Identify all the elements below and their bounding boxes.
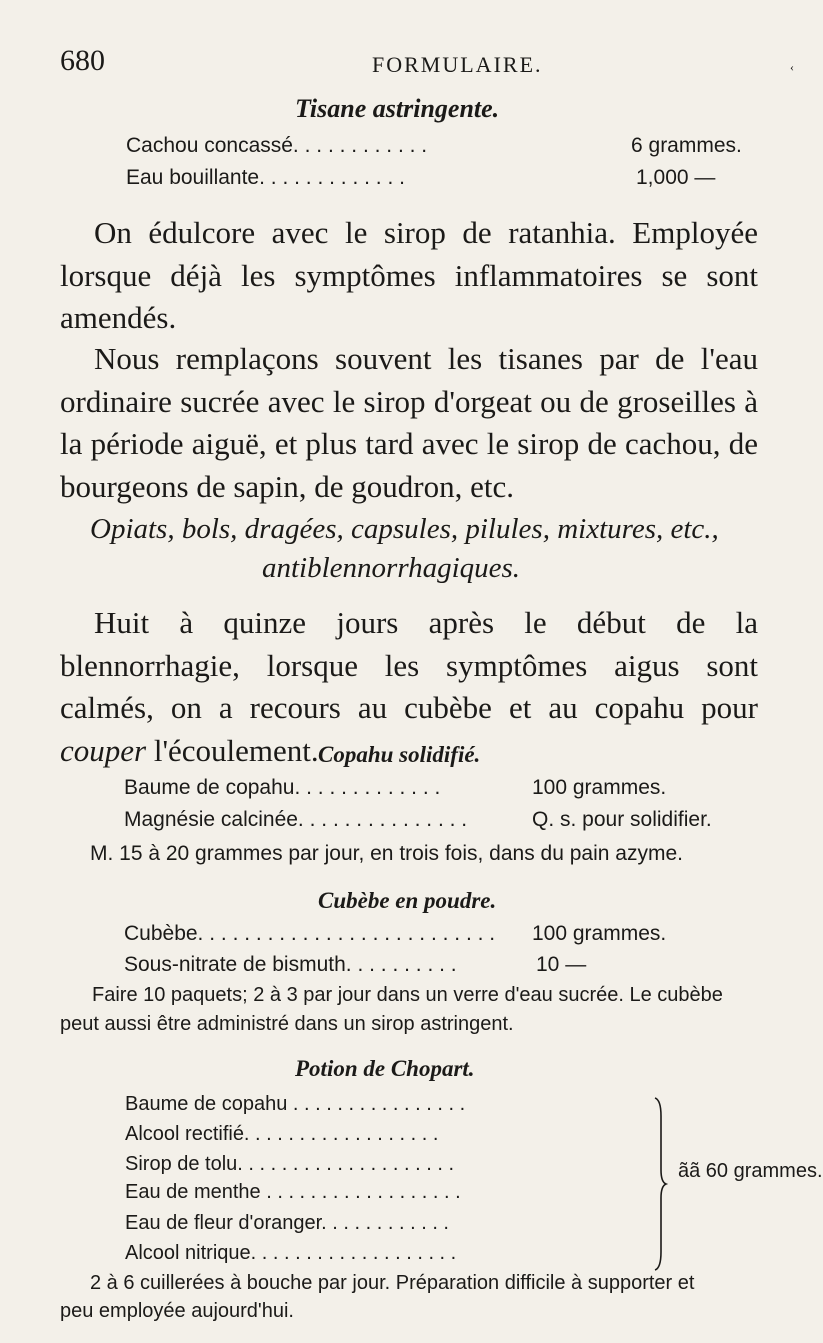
paragraph-edulcore xyxy=(60,212,758,340)
paragraph-text: Huit à quinze jours après le début de la blennorrhagie, lorsque les symptômes aigus sont calmés, on a recours au cubèbe et au copahu pour xyxy=(60,605,758,725)
ingredient-name: Cubèbe. . . . . . . . . . . . . . . . . . . . . . . . . . xyxy=(124,922,496,945)
paragraph-text: On édulcore avec le sirop de ratanhia. Employée lorsque déjà les symptômes inflammatoires se sont amendés. xyxy=(60,215,758,335)
section-title-copahu: Copahu solidifié. xyxy=(318,742,481,767)
section-title-potion: Potion de Chopart. xyxy=(295,1056,475,1081)
ingredient-quantity: 10 — xyxy=(536,953,587,976)
ingredient-name: Baume de copahu . . . . . . . . . . . . . . . . xyxy=(125,1093,466,1115)
page-header xyxy=(60,44,760,84)
ingredient-name: Alcool rectifié. . . . . . . . . . . . . . . . . . xyxy=(125,1123,439,1145)
dosage-note-potion-line2: peu employée aujourd'hui. xyxy=(60,1300,294,1322)
ingredient-quantity: 1,000 — xyxy=(636,166,716,189)
recipe-line xyxy=(126,134,766,160)
dosage-note-cubebe-line2: peut aussi être administré dans un sirop astringent. xyxy=(60,1013,514,1035)
ingredient-quantity: 100 grammes. xyxy=(532,776,667,799)
dosage-note-copahu: M. 15 à 20 grammes par jour, en trois fois, dans du pain azyme. xyxy=(90,842,683,865)
ingredient-name: Baume de copahu. . . . . . . . . . . . . xyxy=(124,776,441,799)
page-number: 680 xyxy=(60,44,105,77)
shared-quantity: ãã 60 grammes. xyxy=(678,1160,823,1182)
curly-brace-icon xyxy=(653,1096,667,1272)
ingredient-name: Cachou concassé. . . . . . . . . . . . xyxy=(126,134,428,157)
ingredient-name: Eau de fleur d'oranger. . . . . . . . . . . . xyxy=(125,1212,449,1234)
ingredient-name: Eau de menthe . . . . . . . . . . . . . . . . . . xyxy=(125,1181,461,1203)
paragraph-text: Nous remplaçons souvent les tisanes par de l'eau ordinaire sucrée avec le sirop d'orgeat ou de groseilles à la période aiguë, et plus tard avec le sirop de cachou, de bourgeons de sapin, de goudron, etc. xyxy=(60,341,758,504)
section-title-opiats-line2: antiblennorrhagiques. xyxy=(262,552,521,584)
ingredient-quantity: 100 grammes. xyxy=(532,922,667,945)
dosage-note-cubebe: Faire 10 paquets; 2 à 3 par jour dans un verre d'eau sucrée. Le cubèbe xyxy=(92,984,723,1006)
recipe-line xyxy=(124,808,764,834)
recipe-line xyxy=(124,953,764,979)
recipe-line xyxy=(126,166,766,192)
ingredient-quantity: Q. s. pour solidifier. xyxy=(532,808,712,831)
ingredient-quantity: 6 grammes. xyxy=(631,134,742,157)
paragraph-remplacons xyxy=(60,338,758,508)
section-title-cubebe: Cubèbe en poudre. xyxy=(318,888,497,913)
emphasis-couper: couper xyxy=(60,732,147,768)
edge-mark: ‹ xyxy=(790,60,794,74)
ingredient-name: Magnésie calcinée. . . . . . . . . . . . . . . xyxy=(124,808,468,831)
dosage-note-potion: 2 à 6 cuillerées à bouche par jour. Préparation difficile à supporter et xyxy=(90,1272,695,1294)
section-title-tisane: Tisane astringente. xyxy=(295,94,500,123)
ingredient-name: Sous-nitrate de bismuth. . . . . . . . . . xyxy=(124,953,457,976)
ingredient-name: Alcool nitrique. . . . . . . . . . . . . . . . . . . xyxy=(125,1242,457,1264)
ingredient-name: Sirop de tolu. . . . . . . . . . . . . . . . . . . . xyxy=(125,1153,455,1175)
running-title: FORMULAIRE. xyxy=(372,52,543,77)
ingredient-name: Eau bouillante. . . . . . . . . . . . . xyxy=(126,166,405,189)
recipe-line xyxy=(124,922,764,948)
recipe-line xyxy=(124,776,764,802)
paragraph-text-end: l'écoulement. xyxy=(146,732,319,768)
section-title-opiats: Opiats, bols, dragées, capsules, pilules, mixtures, etc., xyxy=(90,513,719,545)
